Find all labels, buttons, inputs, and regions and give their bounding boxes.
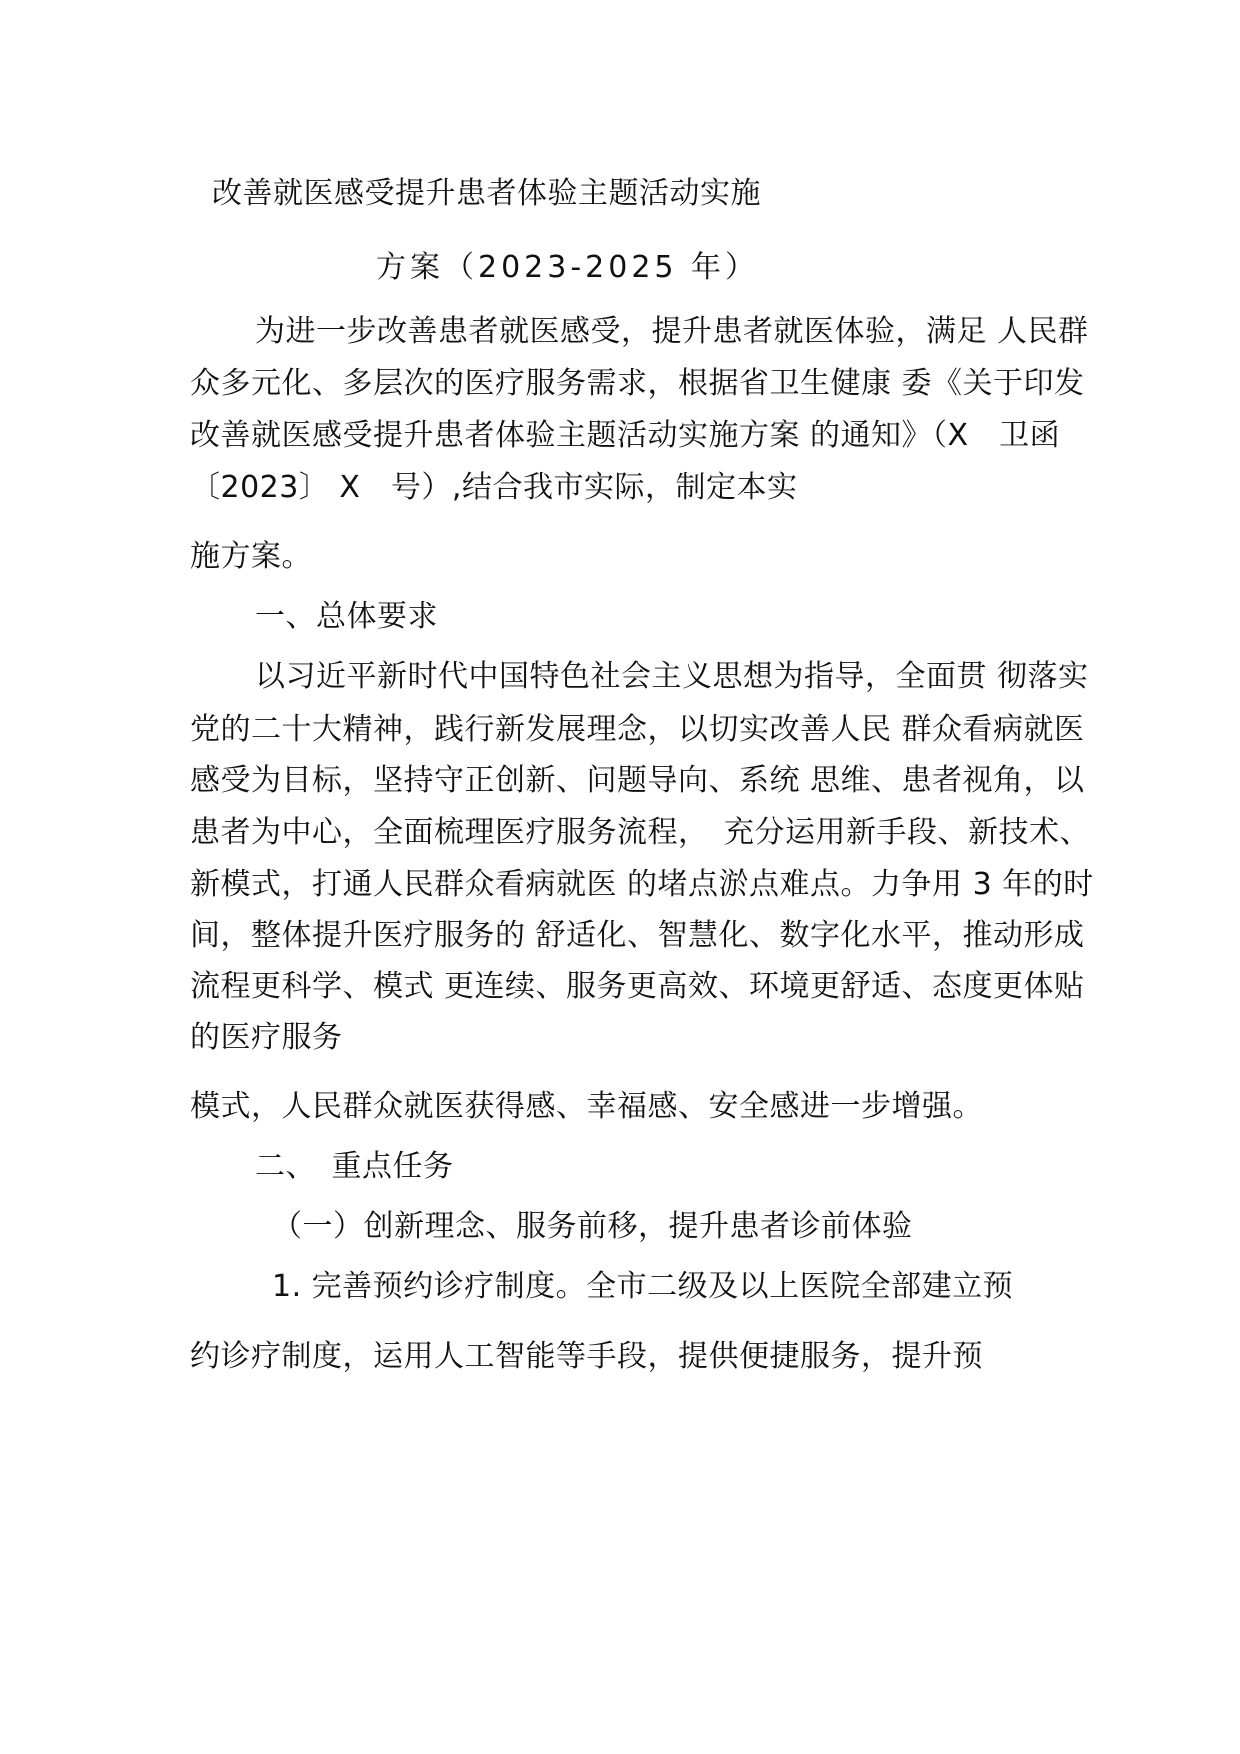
paragraph-line: 1. 完善预约诊疗制度。全市二级及以上医院全部建立预 bbox=[272, 1269, 1014, 1304]
paragraph-line: 感受为目标，坚持守正创新、问题导向、系统 思维、患者视角，以 bbox=[190, 763, 1085, 798]
document-title-line-1: 改善就医感受提升患者体验主题活动实施 bbox=[212, 176, 761, 211]
paragraph-line: 新模式，打通人民群众看病就医 的堵点淤点难点。力争用 3 年的时 bbox=[190, 867, 1094, 902]
paragraph-line: 间，整体提升医疗服务的 舒适化、智慧化、数字化水平，推动形成 bbox=[190, 918, 1085, 953]
section-heading: 一、总体要求 bbox=[255, 599, 438, 634]
paragraph-line: 党的二十大精神，践行新发展理念，以切实改善人民 群众看病就医 bbox=[190, 712, 1085, 747]
paragraph-line: 众多元化、多层次的医疗服务需求，根据省卫生健康 委《关于印发 bbox=[190, 366, 1085, 401]
paragraph-line: 流程更科学、模式 更连续、服务更高效、环境更舒适、态度更体贴 bbox=[190, 969, 1085, 1004]
subsection-heading: （一）创新理念、服务前移，提升患者诊前体验 bbox=[272, 1209, 913, 1244]
paragraph-line: 模式，人民群众就医获得感、幸福感、安全感进一步增强。 bbox=[190, 1089, 983, 1124]
paragraph-line: 患者为中心，全面梳理医疗服务流程， 充分运用新手段、新技术、 bbox=[190, 815, 1090, 850]
paragraph-line: 〔2023〕 X 号）,结合我市实际，制定本实 bbox=[190, 470, 798, 505]
document-title-line-2: 方案（2023-2025 年） bbox=[376, 250, 760, 285]
paragraph-line: 改善就医感受提升患者体验主题活动实施方案 的通知》（X 卫函 bbox=[190, 418, 1061, 453]
paragraph-line: 为进一步改善患者就医感受，提升患者就医体验，满足 人民群 bbox=[255, 314, 1089, 349]
section-heading: 二、 重点任务 bbox=[255, 1149, 454, 1184]
paragraph-line: 约诊疗制度，运用人工智能等手段，提供便捷服务，提升预 bbox=[190, 1339, 983, 1374]
paragraph-line: 以习近平新时代中国特色社会主义思想为指导，全面贯 彻落实 bbox=[255, 659, 1089, 694]
paragraph-line: 的医疗服务 bbox=[190, 1020, 343, 1055]
paragraph-line: 施方案。 bbox=[190, 539, 312, 574]
